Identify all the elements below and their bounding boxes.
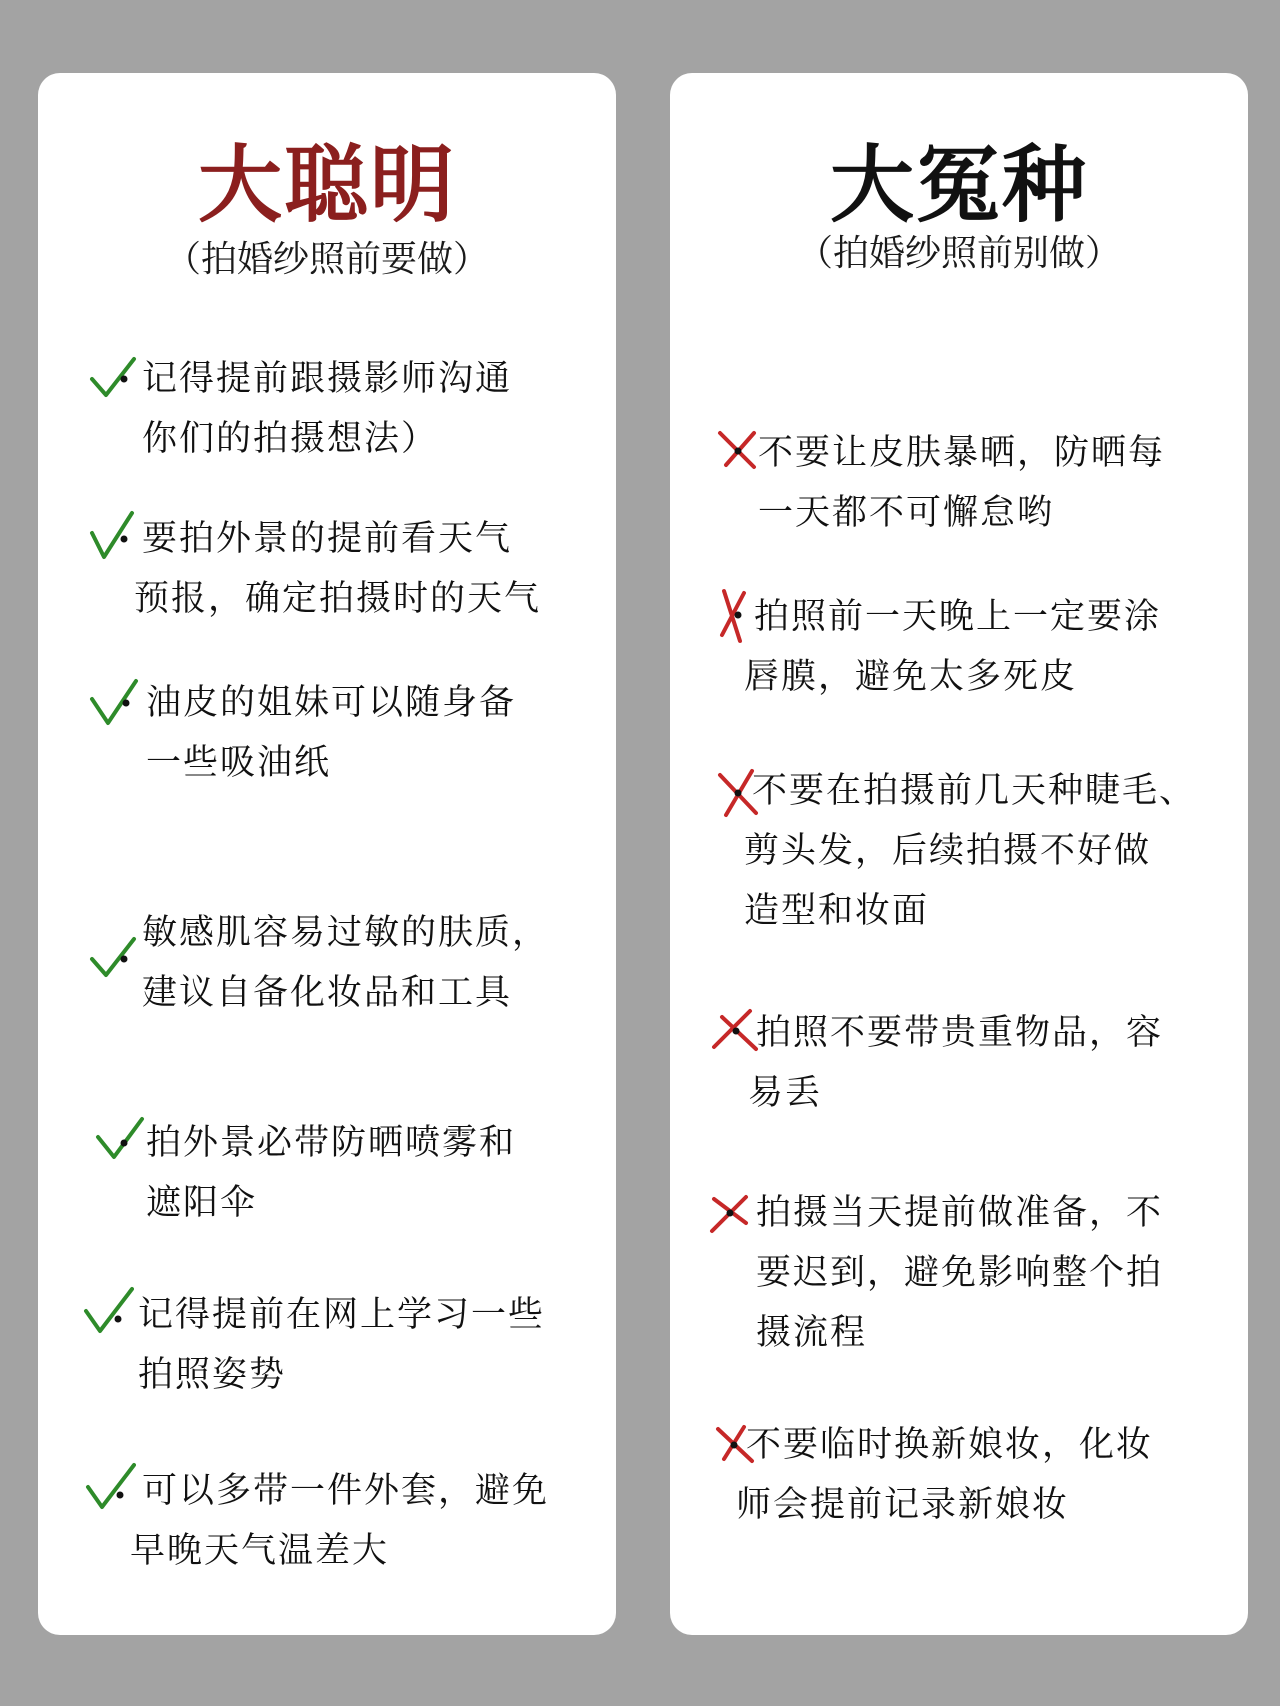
item-line: 一些吸油纸 bbox=[146, 743, 332, 783]
item-line: 唇膜，避免太多死皮 bbox=[744, 657, 1078, 697]
dont-list-subtitle: （拍婚纱照前别做） bbox=[796, 233, 1121, 274]
check-icon bbox=[88, 349, 140, 409]
item-line: 拍外景必带防晒喷雾和 bbox=[146, 1123, 517, 1163]
check-icon bbox=[88, 509, 140, 569]
do-list-title: 大聪明 bbox=[197, 136, 456, 234]
item-line: 不要让皮肤暴晒，防晒每 bbox=[758, 433, 1166, 473]
dont-list-title: 大冤种 bbox=[829, 136, 1088, 234]
item-line: 预报，确定拍摄时的天气 bbox=[134, 579, 542, 619]
item-line: 遮阳伞 bbox=[146, 1183, 258, 1223]
check-icon bbox=[84, 1461, 136, 1521]
item-line: 一天都不可懈怠哟 bbox=[758, 493, 1055, 533]
item-line: 摄流程 bbox=[756, 1313, 868, 1353]
item-line: 拍照姿势 bbox=[138, 1355, 287, 1395]
do-list-subtitle: （拍婚纱照前要做） bbox=[164, 239, 489, 280]
do-list-card bbox=[38, 73, 616, 1635]
check-icon bbox=[82, 1285, 134, 1345]
item-line: 拍照不要带贵重物品，容 bbox=[756, 1013, 1164, 1053]
item-line: 师会提前记录新娘妆 bbox=[736, 1485, 1070, 1525]
item-line: 拍摄当天提前做准备，不 bbox=[756, 1193, 1164, 1233]
check-icon bbox=[88, 673, 140, 733]
check-icon bbox=[94, 1113, 146, 1173]
item-line: 拍照前一天晚上一定要涂 bbox=[754, 597, 1162, 637]
item-line: 易丢 bbox=[748, 1073, 823, 1113]
item-line: 建议自备化妆品和工具 bbox=[142, 973, 513, 1013]
item-line: 记得提前跟摄影师沟通 bbox=[142, 359, 513, 399]
cross-icon bbox=[710, 1001, 762, 1061]
item-line: 早晚天气温差大 bbox=[130, 1531, 390, 1571]
item-line: 要拍外景的提前看天气 bbox=[142, 519, 513, 559]
item-line: 你们的拍摄想法） bbox=[142, 419, 439, 459]
item-line: 要迟到，避免影响整个拍 bbox=[756, 1253, 1164, 1293]
cross-icon bbox=[706, 1183, 758, 1243]
item-line: 油皮的姐妹可以随身备 bbox=[146, 683, 517, 723]
item-line: 记得提前在网上学习一些 bbox=[138, 1295, 546, 1335]
item-line: 敏感肌容易过敏的肤质， bbox=[142, 913, 550, 953]
check-icon bbox=[88, 929, 140, 989]
item-line: 造型和妆面 bbox=[744, 891, 930, 931]
dont-list-card bbox=[670, 73, 1248, 1635]
item-line: 不要在拍摄前几天种睫毛、 bbox=[752, 771, 1197, 811]
item-line: 不要临时换新娘妆，化妆 bbox=[746, 1425, 1154, 1465]
item-line: 可以多带一件外套，避免 bbox=[142, 1471, 550, 1511]
item-line: 剪头发，后续拍摄不好做 bbox=[744, 831, 1152, 871]
